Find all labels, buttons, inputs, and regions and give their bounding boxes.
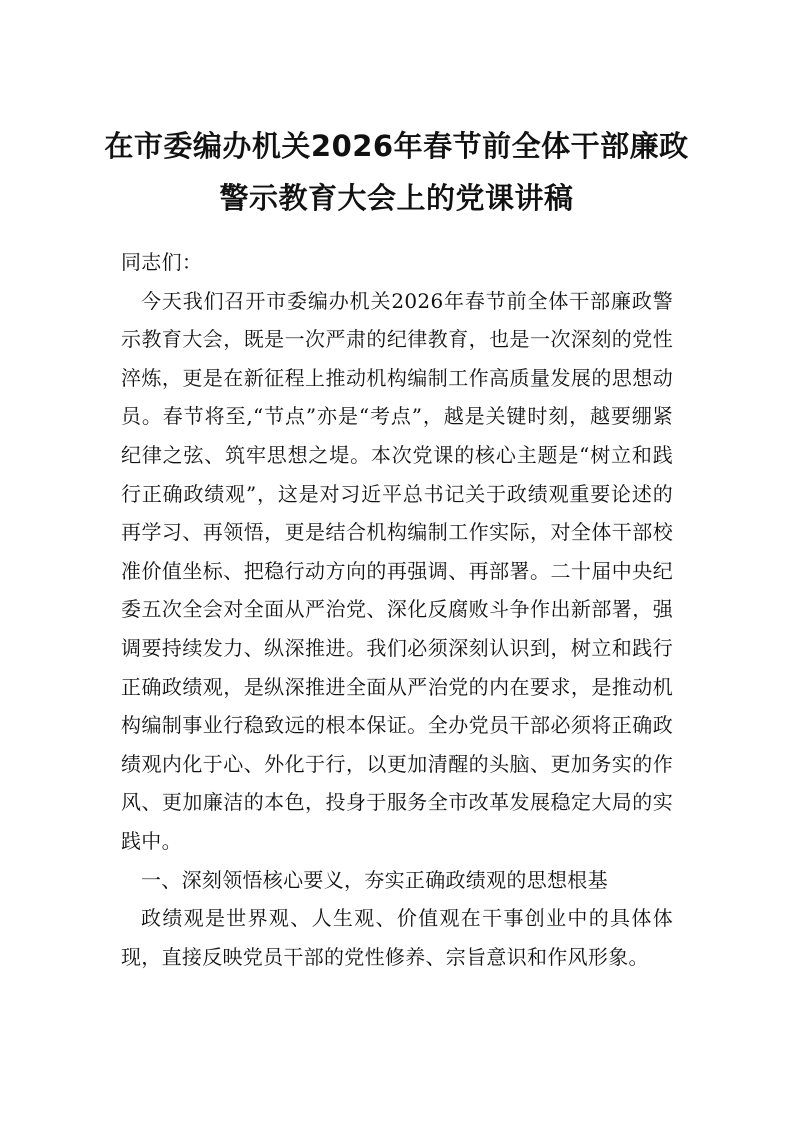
section-paragraph: 政绩观是世界观、人生观、价值观在干事创业中的具体体现，直接反映党员干部的党性修养、宗旨意识和作风形象。 bbox=[121, 906, 673, 969]
document-body bbox=[121, 243, 673, 976]
salutation: 同志们： bbox=[121, 250, 203, 274]
document-title: 在市委编办机关2026年春节前全体干部廉政警示教育大会上的党课讲稿 bbox=[104, 129, 689, 215]
intro-paragraph: 今天我们召开市委编办机关2026年春节前全体干部廉政警示教育大会，既是一次严肃的纪律教育，也是一次深刻的党性淬炼，更是在新征程上推动机构编制工作高质量发展的思想动员。春节将至,“节点”亦是“考点”，越是关键时刻，越要绷紧纪律之弦、筑牢思想之堤。本次党课的核心主题是“树立和践行正确政绩观”，这是对习近平总书记关于政绩观重要论述的再学习、再领悟，更是结合机构编制工作实际，对全体干部校准价值坐标、把稳行动方向的再强调、再部署。二十届中央纪委五次全会对全面从严治党、深化反腐败斗争作出新部署，强调要持续发力、纵深推进。我们必须深刻认识到，树立和践行正确政绩观，是纵深推进全面从严治党的内在要求，是推动机构编制事业行稳致远的根本保证。全办党员干部必须将正确政绩观内化于心、外化于行，以更加清醒的头脑、更加务实的作风、更加廉洁的本色，投身于服务全市改革发展稳定大局的实践中。 bbox=[121, 288, 673, 853]
section-heading: 一、深刻领悟核心要义，夯实正确政绩观的思想根基 bbox=[141, 867, 608, 892]
